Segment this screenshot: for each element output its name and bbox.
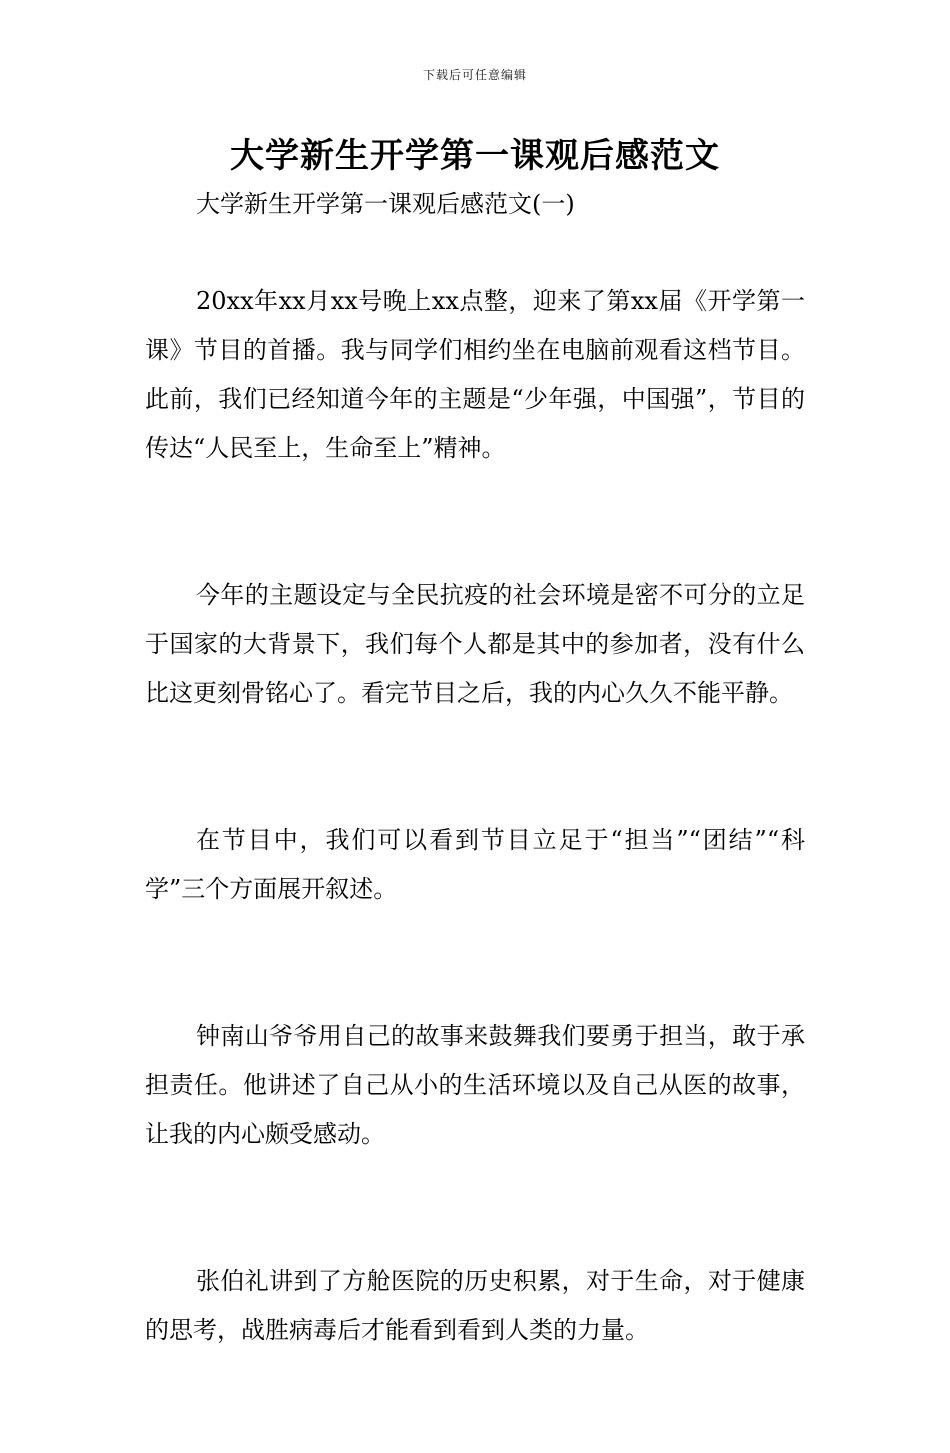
header-note: 下载后可任意编辑 (422, 68, 527, 82)
paragraph-1: 20xx年xx月xx号晚上xx点整，迎来了第xx届《开学第一课》节目的首播。我与同学们相约坐在电脑前观看这档节目。此前，我们已经知道今年的主题是“少年强，中国强”，节目的传达“人民至上，生命至上”精神。 (145, 287, 805, 462)
paragraph-5: 张伯礼讲到了方舱医院的历史积累，对于生命，对于健康的思考，战胜病毒后才能看到看到人类的力量。 (145, 1267, 805, 1344)
body-text (145, 277, 805, 1453)
document-title: 大学新生开学第一课观后感范文 (230, 136, 720, 176)
paragraph-3: 在节目中，我们可以看到节目立足于“担当”“团结”“科学”三个方面展开叙述。 (145, 826, 805, 903)
paragraph-4: 钟南山爷爷用自己的故事来鼓舞我们要勇于担当，敢于承担责任。他讲述了自己从小的生活环境以及自己从医的故事，让我的内心颇受感动。 (145, 1022, 805, 1148)
paragraph-2: 今年的主题设定与全民抗疫的社会环境是密不可分的立足于国家的大背景下，我们每个人都是其中的参加者，没有什么比这更刻骨铭心了。看完节目之后，我的内心久久不能平静。 (145, 581, 805, 707)
section-subtitle: 大学新生开学第一课观后感范文(一) (196, 190, 575, 218)
